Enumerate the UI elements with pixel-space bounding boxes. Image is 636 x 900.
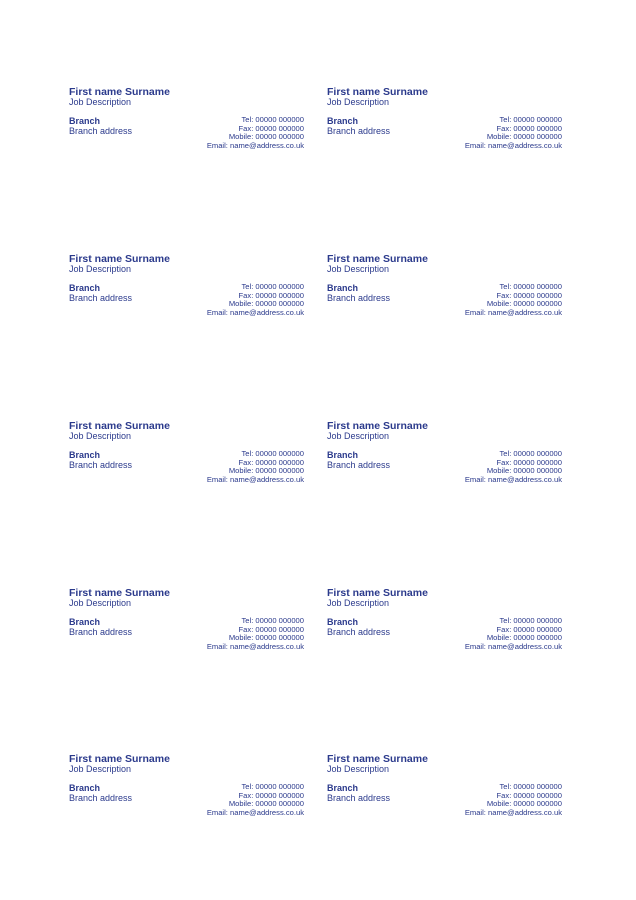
card-job-description: Job Description <box>327 97 390 107</box>
card-tel: Tel: 00000 000000 <box>241 782 304 791</box>
card-name: First name Surname <box>69 86 170 98</box>
card-branch-address: Branch address <box>327 126 391 136</box>
card-branch-address: Branch address <box>69 293 133 303</box>
business-card <box>327 86 562 176</box>
card-name: First name Surname <box>327 420 428 432</box>
card-email: Email: name@address.co.uk <box>206 140 304 150</box>
business-card <box>69 86 304 176</box>
card-branch-address: Branch address <box>69 627 133 637</box>
card-job-description: Job Description <box>327 431 390 441</box>
card-branch-address: Branch address <box>327 293 391 303</box>
card-email: Email: name@address.co.uk <box>464 474 562 484</box>
card-tel: Tel: 00000 000000 <box>499 449 562 458</box>
card-job-description: Job Description <box>69 264 132 274</box>
card-mobile: Mobile: 00000 000000 <box>228 299 304 309</box>
card-branch: Branch <box>327 116 359 126</box>
card-fax: Fax: 00000 000000 <box>238 123 304 133</box>
card-mobile: Mobile: 00000 000000 <box>228 633 304 643</box>
card-contact-block <box>207 283 304 317</box>
card-branch-address: Branch address <box>327 460 391 470</box>
card-email: Email: name@address.co.uk <box>206 474 304 484</box>
card-name: First name Surname <box>327 253 428 265</box>
card-email: Email: name@address.co.uk <box>206 307 304 317</box>
business-card <box>69 420 304 510</box>
card-name: First name Surname <box>69 587 170 599</box>
card-mobile: Mobile: 00000 000000 <box>486 299 562 309</box>
card-fax: Fax: 00000 000000 <box>496 457 562 467</box>
business-card <box>69 753 304 843</box>
business-card <box>69 587 304 677</box>
card-branch-address: Branch address <box>69 460 133 470</box>
card-branch-address: Branch address <box>327 627 391 637</box>
card-job-description: Job Description <box>69 598 132 608</box>
card-tel: Tel: 00000 000000 <box>499 782 562 791</box>
card-tel: Tel: 00000 000000 <box>241 115 304 124</box>
card-job-description: Job Description <box>327 264 390 274</box>
card-branch-address: Branch address <box>69 126 133 136</box>
card-fax: Fax: 00000 000000 <box>238 790 304 800</box>
card-email: Email: name@address.co.uk <box>206 641 304 651</box>
card-tel: Tel: 00000 000000 <box>499 282 562 291</box>
card-contact-block <box>207 450 304 484</box>
card-contact-block <box>207 617 304 651</box>
card-branch: Branch <box>327 283 359 293</box>
card-job-description: Job Description <box>69 431 132 441</box>
card-mobile: Mobile: 00000 000000 <box>486 466 562 476</box>
card-branch: Branch <box>69 116 101 126</box>
business-card <box>327 253 562 343</box>
card-tel: Tel: 00000 000000 <box>241 449 304 458</box>
business-card <box>327 587 562 677</box>
card-branch: Branch <box>69 783 101 793</box>
card-fax: Fax: 00000 000000 <box>496 290 562 300</box>
card-tel: Tel: 00000 000000 <box>499 115 562 124</box>
card-contact-block <box>465 116 562 150</box>
business-card <box>327 753 562 843</box>
card-fax: Fax: 00000 000000 <box>238 624 304 634</box>
card-mobile: Mobile: 00000 000000 <box>228 799 304 809</box>
card-contact-block <box>465 450 562 484</box>
card-tel: Tel: 00000 000000 <box>499 616 562 625</box>
card-branch-address: Branch address <box>327 793 391 803</box>
card-tel: Tel: 00000 000000 <box>241 616 304 625</box>
card-name: First name Surname <box>69 420 170 432</box>
card-contact-block <box>465 617 562 651</box>
card-name: First name Surname <box>327 587 428 599</box>
card-tel: Tel: 00000 000000 <box>241 282 304 291</box>
card-branch: Branch <box>327 617 359 627</box>
card-contact-block <box>207 783 304 817</box>
card-branch: Branch <box>69 450 101 460</box>
card-fax: Fax: 00000 000000 <box>238 457 304 467</box>
card-job-description: Job Description <box>69 764 132 774</box>
card-mobile: Mobile: 00000 000000 <box>486 799 562 809</box>
card-email: Email: name@address.co.uk <box>464 140 562 150</box>
card-branch: Branch <box>69 617 101 627</box>
card-fax: Fax: 00000 000000 <box>238 290 304 300</box>
card-job-description: Job Description <box>327 598 390 608</box>
card-contact-block <box>465 783 562 817</box>
card-fax: Fax: 00000 000000 <box>496 624 562 634</box>
business-card <box>69 253 304 343</box>
card-fax: Fax: 00000 000000 <box>496 790 562 800</box>
card-email: Email: name@address.co.uk <box>464 807 562 817</box>
card-email: Email: name@address.co.uk <box>206 807 304 817</box>
card-job-description: Job Description <box>327 764 390 774</box>
card-contact-block <box>207 116 304 150</box>
business-card <box>327 420 562 510</box>
card-mobile: Mobile: 00000 000000 <box>228 132 304 142</box>
card-email: Email: name@address.co.uk <box>464 307 562 317</box>
card-mobile: Mobile: 00000 000000 <box>486 633 562 643</box>
card-branch-address: Branch address <box>69 793 133 803</box>
card-mobile: Mobile: 00000 000000 <box>486 132 562 142</box>
card-fax: Fax: 00000 000000 <box>496 123 562 133</box>
card-mobile: Mobile: 00000 000000 <box>228 466 304 476</box>
card-branch: Branch <box>69 283 101 293</box>
card-name: First name Surname <box>327 86 428 98</box>
card-email: Email: name@address.co.uk <box>464 641 562 651</box>
card-branch: Branch <box>327 783 359 793</box>
card-branch: Branch <box>327 450 359 460</box>
card-name: First name Surname <box>69 753 170 765</box>
card-job-description: Job Description <box>69 97 132 107</box>
card-contact-block <box>465 283 562 317</box>
card-name: First name Surname <box>327 753 428 765</box>
card-name: First name Surname <box>69 253 170 265</box>
